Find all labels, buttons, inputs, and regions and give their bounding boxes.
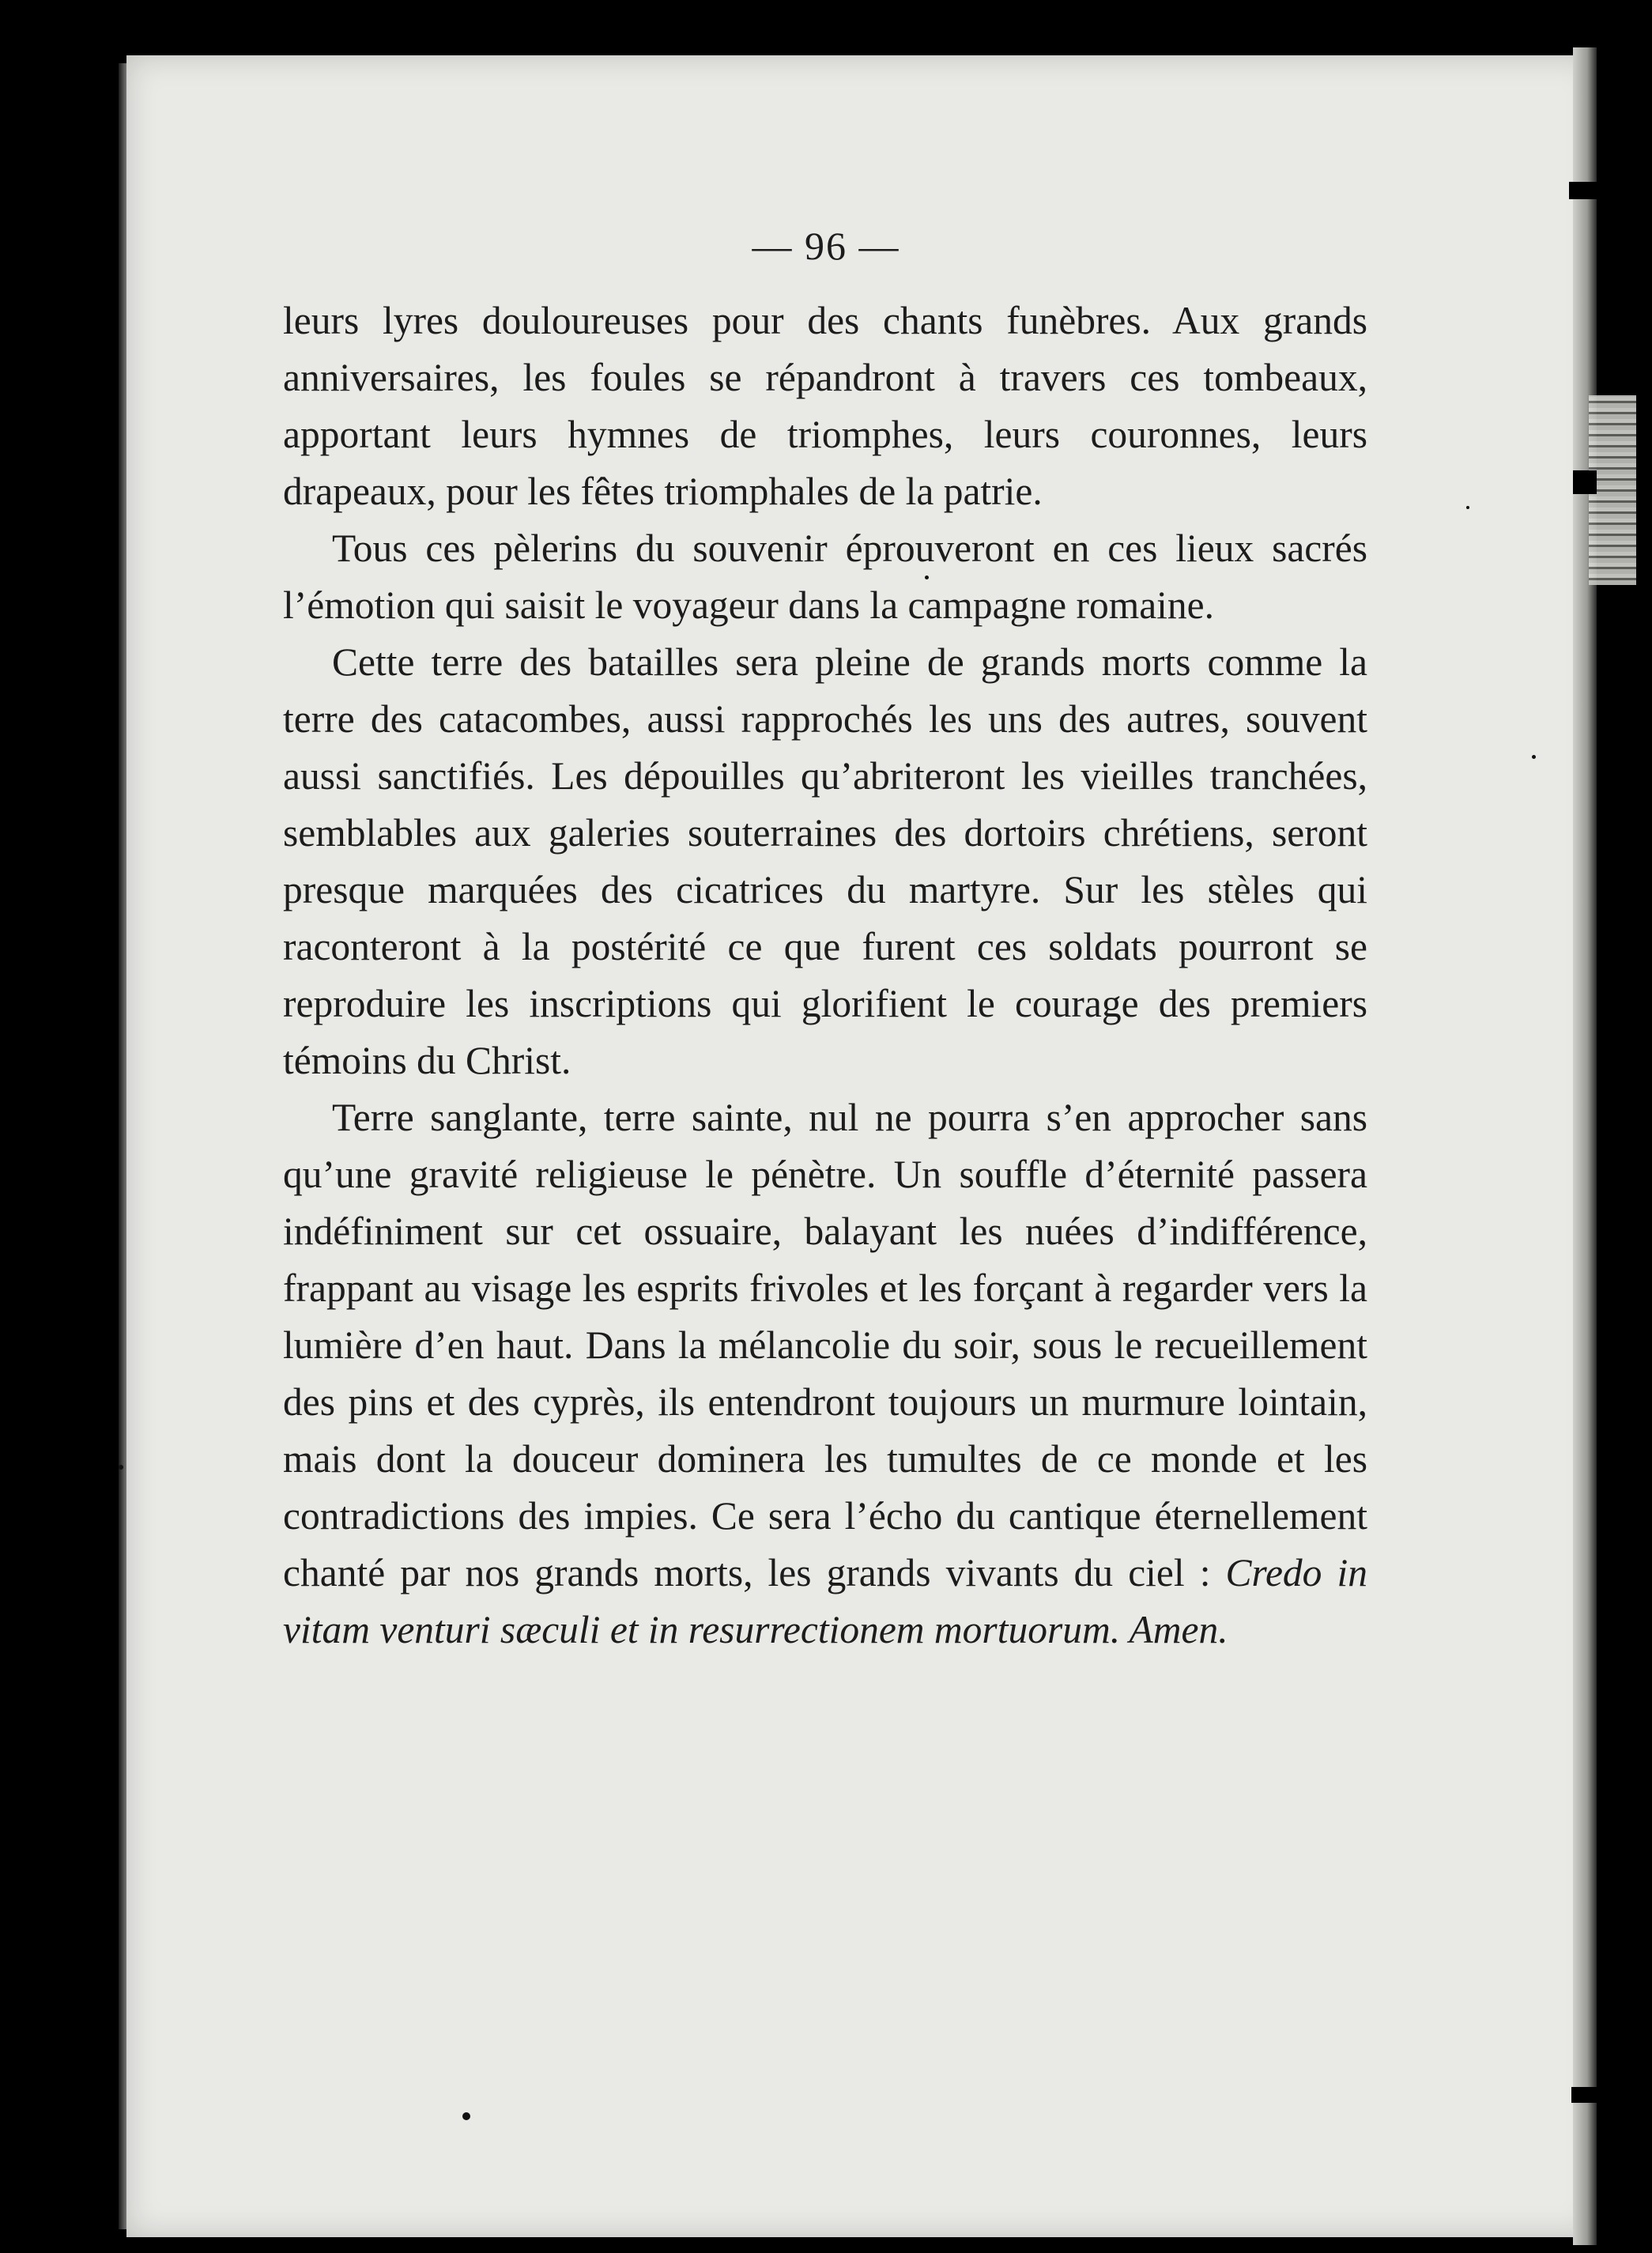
page-right-edge <box>1573 47 1597 2245</box>
paragraph-text: Tous ces pèlerins du souvenir éprouveront en ces lieux sacrés l’émotion qui saisit le voyageur dans la campagne romaine. <box>283 526 1367 627</box>
paragraph-text: leurs lyres douloureuses pour des chants funèbres. Aux grands anniversaires, les foules se répandront à travers ces tombeaux, apportant leurs hymnes de triomphes, leurs couronnes, leurs drapeaux, pour les fêtes triomphales de la patrie. <box>283 299 1367 513</box>
dust-speck <box>462 2112 470 2120</box>
scan-mark-top <box>1569 182 1601 199</box>
paragraph <box>283 634 1367 1089</box>
paragraph-text: Cette terre des batailles sera pleine de grands morts comme la terre des catacombes, aussi rapprochés les uns des autres, souvent aussi sanctifiés. Les dépouilles qu’abriteront les vieilles tranchées, semblables aux galeries souterraines des dortoirs chrétiens, seront presque marquées des cicatrices du martyre. Sur les stèles qui raconteront à la postérité ce que furent ces soldats pourront se reproduire les inscriptions qui glorifient le courage des premiers témoins du Christ. <box>283 640 1367 1082</box>
dust-speck <box>1532 755 1536 759</box>
dust-speck <box>119 1465 123 1470</box>
paragraph <box>283 1089 1367 1659</box>
paragraph-text: Terre sanglante, terre sainte, nul ne pourra s’en approcher sans qu’une gravité religieuse le pénètre. Un souffle d’éternité passera indéfiniment sur cet ossuaire, balayant les nuées d’indifférence, frappant au visage les esprits frivoles et les forçant à regarder vers la lumière d’en haut. Dans la mélancolie du soir, sous le recueillement des pins et des cyprès, ils entendront toujours un murmure lointain, mais dont la douceur dominera les tumultes de ce monde et les contradictions des impies. Ce sera l’écho du cantique éternellement chanté par nos grands morts, les grands vivants du ciel : <box>283 1096 1367 1594</box>
scan-mark-middle <box>1573 470 1597 494</box>
body-text <box>283 292 1367 1659</box>
paragraph <box>283 292 1367 520</box>
scan-mark-lower <box>1571 2087 1598 2103</box>
paragraph <box>283 520 1367 634</box>
latin-quote: Credo in vitam venturi sæculi et in resurrectionem mortuorum. Amen. <box>283 1551 1367 1651</box>
page-number: — 96 — <box>752 224 900 268</box>
dust-speck <box>1466 506 1469 509</box>
